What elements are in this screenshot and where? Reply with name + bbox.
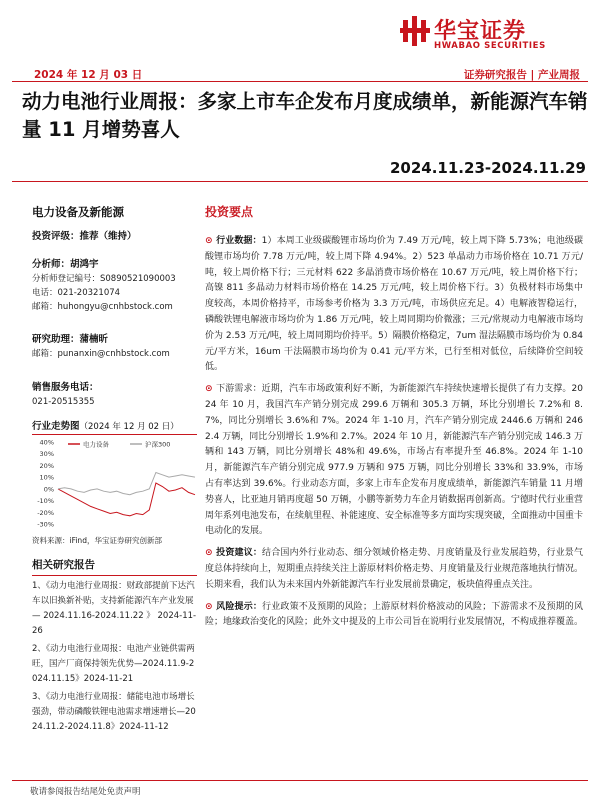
analyst-phone: 电话：021-20321074 — [32, 288, 121, 298]
chart-series-line — [58, 473, 195, 495]
related-reports — [32, 557, 197, 735]
report-period: 2024.11.23-2024.11.29 — [389, 159, 586, 177]
analyst-cert: 分析师登记编号：S0890521090003 — [32, 274, 176, 284]
bullet-icon: ⊙ — [205, 384, 213, 395]
sales-phone: 021-20515355 — [32, 397, 95, 407]
bullet-icon: ⊙ — [205, 236, 213, 246]
sales-label: 销售服务电话： — [32, 382, 99, 393]
rating — [32, 229, 137, 244]
para-lead: 投资建议： — [216, 548, 263, 559]
content-head: 投资要点 — [205, 205, 254, 219]
report-date: 2024 年 12 月 03 日 — [34, 69, 143, 81]
chart-ytick-label: 40% — [39, 438, 54, 447]
chart-legend-label: 沪深300 — [145, 440, 171, 449]
chart-ytick-label: 10% — [39, 473, 54, 482]
chart-subtitle: （2024 年 12 月 02 日） — [79, 422, 179, 432]
chart-ytick-label: -30% — [37, 520, 54, 529]
para-text: 1）本周工业级碳酸锂市场均价为 7.49 万元/吨，较上周下降 5.73%；电池级碳酸锂市场均价 7.78 万元/吨，较上周下降 4.94%。2）523 单晶动力市场价格在 10.71 万元/吨，较上周价格下行；三元材料 622 多晶消费市场价格在 10.67 万元/吨，较上周价格下行；高镍 811 多晶动力材料市场价格在 14.25 万元/吨，较上周价格下行。3）负极材料市场集中度较高，本周价格持平，市场参考价格为 3.3 万元/吨，市场供应充足。4）电解液智稳运行，磷酸铁锂电解液市场均价为 1.86 万元/吨，较上周同期均价微涨；三元/常规动力电解液市场均价为 2.53 万元/吨，较上周同期均价持平。5）隔膜价格稳定，7um 湿法隔膜市场均价为 0.84 元/平方米，16um 干法隔膜市场均价为 0.41 元/平方米，已行至相对低位，后续降价空间较低。 — [205, 236, 583, 373]
chart-ytick-label: -20% — [37, 508, 54, 517]
chart-source: 资料来源：iFind，华宝证券研究创新部 — [32, 536, 162, 545]
brand-name-en: HWABAO SECURITIES — [434, 41, 546, 51]
para-lead: 行业数据： — [216, 236, 262, 246]
disclaimer-note[interactable]: 敬请参阅报告结尾处免责声明 — [30, 787, 141, 797]
report-type: 证券研究报告 | 产业周报 — [463, 69, 580, 81]
brand-name-cn: 华宝证券 — [434, 19, 527, 44]
title-divider — [12, 181, 588, 182]
para-text: 下游需求：近期，汽车市场政策利好不断，为新能源汽车持续快速增长提供了有力支撑。2024 年 10 月，我国汽车产销分别完成 299.6 万辆和 305.3 万辆，环比分别增长 7.2%和 8.7%，同比分别增长 3.6%和 7%。2024 年 1-10 月，汽车产销分别完成 2446.6 万辆和 2462.4 万辆，同比分别增长 1.9%和 2.7%。2024 年 10 月，新能源汽车产销分别完成 146.3 万辆和 143 万辆，同比分别增长 48%和 49.6%，市场占有率提升至 46.8%。2024 年 1-10 月，新能源汽车产销分别完成 977.9 万辆和 975 万辆，同比分别增长 33%和 33.9%，市场占有率达到 39.6%。行业动态方面，多家上市车企发布月度成绩单，新能源汽车销量 11 月增势喜人，比亚迪月销再度超 50 万辆，小鹏等新势力车企月销数据再创新高。宁德时代行业重营周年系列电池发布，在续航里程、补能速度、安全标准等多方面均实现突破，全面推动中国重卡电动化的发展。 — [205, 384, 584, 537]
analyst-name: 胡鸿宇 — [70, 259, 99, 270]
related-report-item[interactable]: 3、《动力电池行业周报：储能电池市场增长强劲，带动磷酸铁锂电池需求增速增长—2024.11.2-2024.11.8》2024-11-12 — [32, 692, 196, 732]
related-head: 相关研究报告 — [32, 557, 197, 576]
trend-chart-svg — [32, 434, 197, 529]
report-title: 动力电池行业周报：多家上市车企发布月度成绩单，新能源汽车销量 11 月增势喜人 — [22, 90, 588, 141]
related-report-item[interactable]: 1、《动力电池行业周报：财政部提前下达汽车以旧换新补贴，支持新能源汽车产业发展 — 2024.11.16-2024.11.22 》 2024-11-26 — [32, 581, 197, 636]
analyst-label: 分析师： — [32, 259, 71, 270]
hwabao-logo-icon — [400, 16, 430, 46]
assistant-label: 研究助理： — [32, 334, 80, 345]
para-advice — [205, 546, 583, 593]
analyst-email: 邮箱：huhongyu@cnhbstock.com — [32, 302, 173, 312]
para-risk — [205, 600, 583, 632]
investment-highlights — [205, 203, 583, 631]
brand-logo — [400, 14, 590, 54]
assistant-name: 蒲楠昕 — [79, 334, 109, 345]
assistant-email: 邮箱：punanxin@cnhbstock.com — [32, 349, 170, 359]
industry-chart — [32, 418, 197, 545]
chart-title — [32, 418, 197, 432]
bullet-icon: ⊙ — [205, 548, 213, 559]
chart-title-main: 行业走势图 — [32, 421, 80, 432]
assistant-block — [32, 332, 170, 361]
industry-name: 电力设备及新能源 — [32, 205, 124, 219]
analyst — [32, 257, 176, 272]
chart-ytick-label: 0% — [43, 485, 54, 494]
rating-label: 投资评级： — [32, 231, 80, 242]
para-text: 结合国内外行业动态、细分领域价格走势、月度销量及行业发展趋势，行业景气度总体持续向上，短期重点持续关注上游原材料价格走势、月度销量及行业规范落地执行情况。长期来看，我们认为未来国内外新能源汽车行业发展前景确定，板块值得重点关注。 — [205, 548, 584, 590]
footer-divider — [12, 780, 588, 781]
bullet-icon: ⊙ — [205, 601, 213, 612]
related-report-item[interactable]: 2、《动力电池行业周报：电池产业链供需两旺，国产厂商保持领先优势—2024.11.9-2024.11.15》2024-11-21 — [32, 644, 195, 684]
para-downstream — [205, 382, 583, 540]
chart-ytick-label: 20% — [39, 461, 54, 470]
chart-ytick-label: -10% — [37, 497, 54, 506]
para-industry-data — [205, 234, 583, 376]
analyst-block — [32, 257, 176, 314]
chart-legend-label: 电力设备 — [83, 440, 109, 449]
header-bar — [12, 66, 588, 82]
para-lead: 风险提示： — [216, 601, 263, 612]
assistant — [32, 332, 170, 347]
rating-value: 推荐（维持） — [79, 231, 137, 242]
chart-series-line — [58, 483, 195, 516]
chart-ytick-label: 30% — [39, 450, 54, 459]
para-text: 行业政策不及预期的风险；上游原材料价格波动的风险；下游需求不及预期的风险；地缘政治变化的风险；此外文中提及的上市公司旨在说明行业发展情况，不构成推荐覆盖。 — [205, 601, 584, 628]
sales-block — [32, 380, 99, 409]
